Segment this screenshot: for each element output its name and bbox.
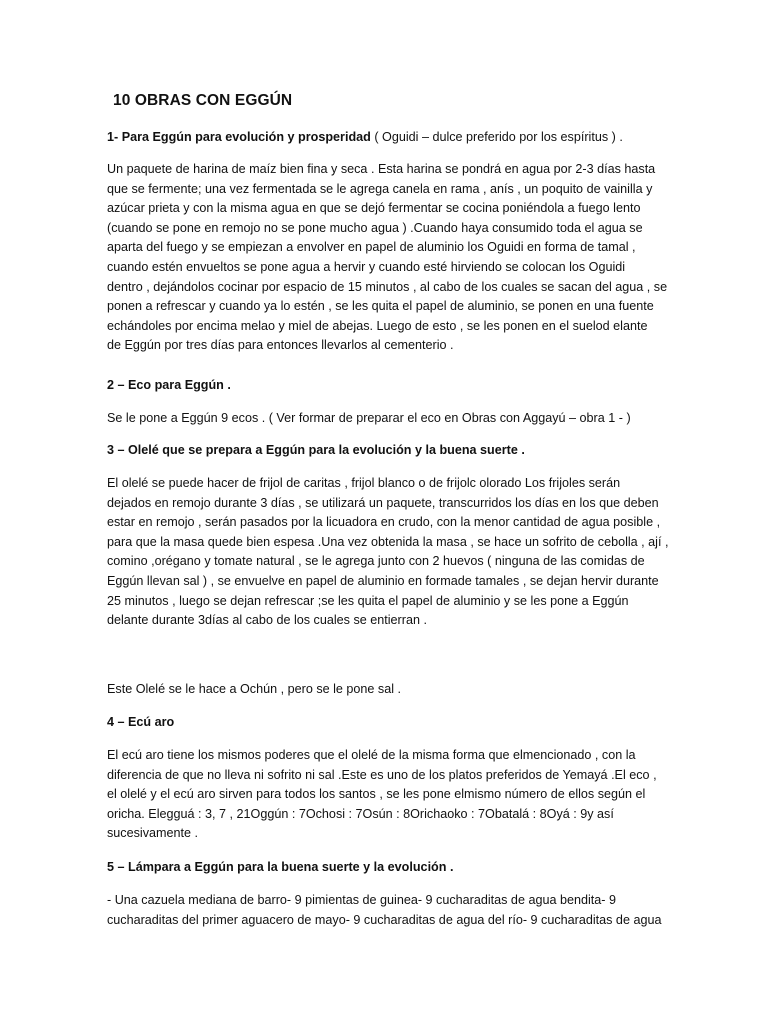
- body-line: sucesivamente .: [107, 826, 198, 841]
- body-line: para que la masa quede bien espesa .Una vez obtenida la masa , se hace un sofrito de cebolla , ají ,: [107, 534, 669, 549]
- section-1-heading: [107, 128, 663, 148]
- body-line: que se fermente; una vez fermentada se le agrega canela en rama , anís , un poquito de vainilla y: [107, 181, 653, 196]
- body-line: dejados en remojo durante 3 días , se utilizará un paquete, transcurridos los días en los que deben: [107, 495, 659, 510]
- section-2-body: Se le pone a Eggún 9 ecos . ( Ver formar de preparar el eco en Obras con Aggayú – obra 1 - ): [107, 411, 631, 425]
- body-line: comino ,orégano y tomate natural , se le agrega junto con 2 huevos ( ninguna de las comidas de: [107, 554, 645, 569]
- body-line: Eggún llevan sal ) , se envuelve en papel de aluminio en formade tamales , se dejan hervir durante: [107, 573, 659, 588]
- body-line: dentro , dejándolos cocinar por espacio de 15 minutos , al cabo de los cuales se sacan del agua , se: [107, 279, 668, 294]
- document-title: 10 OBRAS CON EGGÚN: [113, 92, 293, 109]
- body-line: cuando estén envueltos se pone agua a hervir y cuando esté hirviendo se colocan los Oguidi: [107, 259, 626, 274]
- section-5-heading: 5 – Lámpara a Eggún para la buena suerte y la evolución .: [107, 860, 454, 874]
- section-4-body: [107, 746, 663, 844]
- body-line: - Una cazuela mediana de barro- 9 pimientas de guinea- 9 cucharaditas de agua bendita- 9: [107, 893, 616, 907]
- body-line: cucharaditas del primer aguacero de mayo- 9 cucharaditas de agua del río- 9 cucharaditas de agua: [107, 912, 662, 927]
- body-line: Un paquete de harina de maíz bien fina y seca . Esta harina se pondrá en agua por 2-3 días hasta: [107, 162, 656, 176]
- body-line: aparta del fuego y se empiezan a envolver en papel de aluminio los Oguidi en forma de tamal ,: [107, 240, 636, 255]
- body-line: (cuando se pone en remojo no se pone mucho agua ) .Cuando haya consumido toda el agua se: [107, 220, 643, 235]
- section-1-body: [107, 160, 668, 356]
- section-5-body: [107, 891, 663, 930]
- section-4-heading: 4 – Ecú aro: [107, 715, 175, 729]
- body-line: diferencia de que no lleva ni sofrito ni sal .Este es uno de los platos preferidos de Yemayá .El eco ,: [107, 767, 657, 782]
- body-line: el olelé y el ecú aro sirven para todos los santos , se les pone elmismo número de ellos según el: [107, 787, 646, 802]
- section-3-heading: 3 – Olelé que se prepara a Eggún para la evolución y la buena suerte .: [107, 443, 525, 457]
- body-line: estar en remojo , serán pasados por la licuadora en crudo, con la menor cantidad de agua posible ,: [107, 515, 661, 530]
- body-line: El olelé se puede hacer de frijol de caritas , frijol blanco o de frijolc olorado Los frijoles serán: [107, 476, 621, 490]
- section-1-heading-rest: ( Oguidi – dulce preferido por los espíritus ) .: [370, 130, 623, 144]
- body-line: El ecú aro tiene los mismos poderes que el olelé de la misma forma que elmencionado , con la: [107, 748, 636, 762]
- body-line: azúcar prieta y con la misma agua en que se dejó fermentar se cocina poniéndola a fuego lento: [107, 201, 641, 216]
- body-line: de Eggún por tres días para entonces llevarlos al cementerio .: [107, 338, 454, 353]
- section-1-heading-bold: 1- Para Eggún para evolución y prosperidad: [107, 130, 371, 144]
- section-3-body: [107, 474, 669, 631]
- section-3-note: Este Olelé se le hace a Ochún , pero se le pone sal .: [107, 682, 402, 696]
- body-line: 25 minutos , luego se dejan refrescar ;se les quita el papel de aluminio y se les pone a Eggún: [107, 593, 629, 608]
- body-line: ponen a refrescar y cuando ya lo estén , se les quita el papel de aluminio, se ponen en una fuente: [107, 299, 654, 314]
- section-2-heading: 2 – Eco para Eggún .: [107, 378, 231, 392]
- body-line: oricha. Elegguá : 3, 7 , 21Oggún : 7Ochosi : 7Osún : 8Orichaoko : 7Obatalá : 8Oyá : 9y así: [107, 806, 614, 821]
- body-line: echándoles por encima melao y miel de abejas. Luego de esto , se les ponen en el suelod elante: [107, 318, 648, 333]
- body-line: delante durante 3días al cabo de los cuales se entierran .: [107, 613, 427, 628]
